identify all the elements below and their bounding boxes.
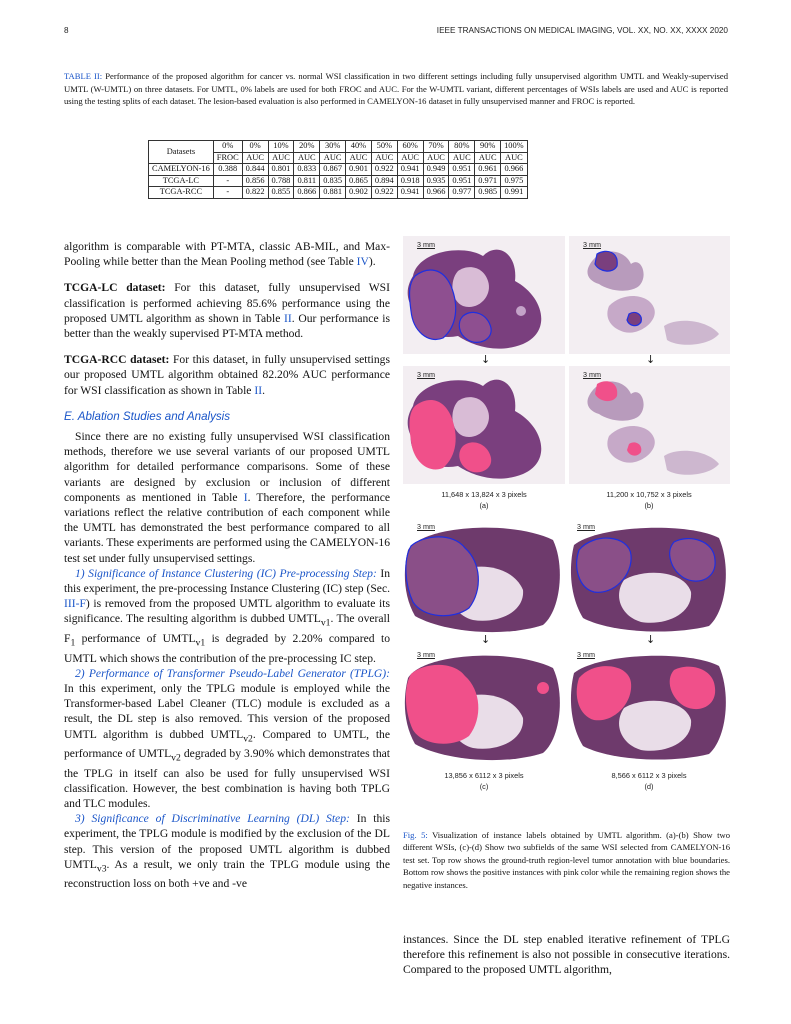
- left-column: [64, 239, 390, 891]
- table-header-cell: FROC: [213, 152, 242, 164]
- table-header-cell: 0%: [242, 141, 268, 153]
- table-header-cell: 30%: [320, 141, 346, 153]
- paragraph: TCGA-RCC dataset: For this dataset, in fully unsupervised settings our proposed UMTL algorithm obtained 82.20% AUC performance for WSI classification as shown in Table II.: [64, 353, 390, 397]
- table-header-cell: 40%: [346, 141, 372, 153]
- table-header-cell: 90%: [475, 141, 501, 153]
- table-cell: 0.881: [320, 187, 346, 199]
- table-cell: 0.867: [320, 164, 346, 176]
- paragraph: TCGA-LC dataset: For this dataset, fully unsupervised WSI classification is performed achieving 85.6% performance using the proposed UMTL algorithm as shown in Table II. Our performance is better than the weakly supervised PT-MTA method.: [64, 281, 390, 341]
- figure-caption: [403, 829, 730, 891]
- table-header-cell: AUC: [294, 152, 320, 164]
- scale-bar: 3 mm: [583, 370, 601, 379]
- table-row: [149, 187, 528, 199]
- table-cell: 0.961: [475, 164, 501, 176]
- table-cell: 0.844: [242, 164, 268, 176]
- paragraph: 2) Performance of Transformer Pseudo-Label Generator (TPLG): In this experiment, only the TPLG module is employed while the Transformer-based Label Cleaner (TLC) module is excluded as a result, the DL step is also removed. This version of the proposed UMTL algorithm is dubbed $UMTL_{v2}$. Compared to UMTL, the performance of $UMTL_{v2}$ degraded by 3.90% which demonstrates that the TPLG in itself can also be used for fully unsupervised WSI classification. However, the best combination is having both TPLG and TLC modules.: [64, 666, 391, 810]
- table-header-row: [149, 141, 528, 153]
- down-arrow-icon: ↓: [646, 353, 656, 366]
- table-cell: 0.941: [397, 164, 423, 176]
- table-cell: 0.985: [475, 187, 501, 199]
- paragraph: Since there are no existing fully unsupervised WSI classification methods, therefore we use several variants of our proposed UMTL algorithm for detailed performance comparisons. Some of these variants are designed by exclusion or inclusion of different components as mentioned in Table I. Therefore, the performance variations reflect the relative contribution of each component while the UMTL has demonstrated the best performance compared to all variants. These experiments are performed using the CAMELYON-16 test set under fully unsupervised settings.: [64, 430, 391, 565]
- table-cell: 0.971: [475, 175, 501, 187]
- table-caption: [64, 70, 728, 108]
- scale-bar: 3 mm: [417, 370, 435, 379]
- table-caption-text: Performance of the proposed algorithm for cancer vs. normal WSI classification in two different settings including fully unsupervised algorithm UMTL and Weakly-supervised UMTL (W-UMTL) on three datasets. For UMTL, 0% labels are used for both FROC and AUC. For the W-UMTL variant, different percentages of WSIs labels are used and AUC is reported using the testing splits of each dataset. The lesion-based evaluation is also performed in CAMELYON-16 dataset in fully unsupervised manner and FROC is reported.: [64, 71, 728, 107]
- table-header-cell: 20%: [294, 141, 320, 153]
- down-arrow-icon: ↓: [481, 353, 491, 366]
- wsi-panel-b-annotation: [569, 236, 730, 354]
- table-header-cell: 60%: [397, 141, 423, 153]
- scale-bar: 3 mm: [583, 240, 601, 249]
- table-cell: 0.991: [501, 187, 528, 199]
- wsi-image: [569, 236, 730, 354]
- table-cell: 0.866: [294, 187, 320, 199]
- scale-bar: 3 mm: [577, 522, 595, 531]
- table-header-cell: 80%: [449, 141, 475, 153]
- journal-header: IEEE TRANSACTIONS ON MEDICAL IMAGING, VOL. XX, NO. XX, XXXX 2020: [436, 26, 728, 35]
- table-header-cell: AUC: [501, 152, 528, 164]
- table-header-cell: AUC: [423, 152, 449, 164]
- subsection-title: 1) Significance of Instance Clustering (IC) Pre-processing Step:: [75, 566, 377, 580]
- paragraph: 1) Significance of Instance Clustering (IC) Pre-processing Step: In this experiment, the pre-processing Instance Clustering (IC) step (Sec. III-F) is removed from the proposed UMTL algorithm to evaluate its significance. The resulting algorithm is dubbed $UMTL_{v1}$. The overall $F_1$ performance of $UMTL_{v1}$ is degraded by 2.20% compared to UMTL which shows the contribution of the pre-processing IC step.: [64, 566, 390, 665]
- wsi-image: [403, 520, 565, 634]
- table-cell: 0.865: [346, 175, 372, 187]
- subfigure-label: (c): [479, 782, 489, 791]
- table-cell: 0.966: [423, 187, 449, 199]
- table-header-cell: AUC: [268, 152, 294, 164]
- table-cell: 0.966: [501, 164, 528, 176]
- wsi-panel-d-annotation: [569, 520, 730, 634]
- table-row-label: TCGA-RCC: [149, 187, 214, 199]
- table-ref-link[interactable]: I: [243, 490, 248, 504]
- table-cell: 0.941: [397, 187, 423, 199]
- wsi-image: [403, 236, 565, 354]
- subfigure-label: (b): [644, 501, 654, 510]
- wsi-image: [569, 366, 730, 484]
- down-arrow-icon: ↓: [481, 633, 491, 646]
- wsi-panel-a-prediction: [403, 366, 565, 484]
- image-dimensions: 8,566 x 6112 x 3 pixels: [611, 771, 687, 780]
- table-cell: 0.922: [371, 164, 397, 176]
- figure-5: [403, 236, 730, 826]
- figure-caption-label: Fig. 5:: [403, 830, 428, 840]
- table-cell: 0.855: [268, 187, 294, 199]
- wsi-panel-d-prediction: [569, 648, 730, 762]
- table-header-cell: AUC: [475, 152, 501, 164]
- wsi-image: [403, 366, 565, 484]
- scale-bar: 3 mm: [417, 650, 435, 659]
- wsi-panel-c-annotation: [403, 520, 565, 634]
- table-header-cell: AUC: [371, 152, 397, 164]
- table-corner-cell: Datasets: [149, 141, 214, 164]
- table-cell: 0.811: [294, 175, 320, 187]
- table-cell: 0.801: [268, 164, 294, 176]
- table-cell: 0.977: [449, 187, 475, 199]
- table-header-cell: AUC: [320, 152, 346, 164]
- table-cell: 0.835: [320, 175, 346, 187]
- right-column-text: [403, 932, 730, 978]
- table-cell: 0.788: [268, 175, 294, 187]
- table-cell: -: [213, 187, 242, 199]
- table-header-cell: 50%: [371, 141, 397, 153]
- table-cell: -: [213, 175, 242, 187]
- table-cell: 0.935: [423, 175, 449, 187]
- table-cell: 0.951: [449, 164, 475, 176]
- table-cell: 0.949: [423, 164, 449, 176]
- table-header-cell: 10%: [268, 141, 294, 153]
- paragraph-heading: TCGA-RCC dataset:: [64, 353, 170, 367]
- table-ref-link[interactable]: II: [254, 383, 263, 397]
- table-caption-label: TABLE II:: [64, 71, 103, 81]
- scale-bar: 3 mm: [577, 650, 595, 659]
- subfigure-label: (d): [644, 782, 654, 791]
- table-row: [149, 164, 528, 176]
- down-arrow-icon: ↓: [646, 633, 656, 646]
- table-ref-link[interactable]: II: [284, 311, 292, 325]
- table-cell: 0.922: [371, 187, 397, 199]
- table-header-cell: 70%: [423, 141, 449, 153]
- results-table: [148, 140, 528, 199]
- wsi-panel-a-annotation: [403, 236, 565, 354]
- wsi-image: [569, 648, 730, 762]
- table-cell: 0.951: [449, 175, 475, 187]
- table-header-cell: AUC: [346, 152, 372, 164]
- table-header-cell: AUC: [449, 152, 475, 164]
- paragraph: instances. Since the DL step enabled iterative refinement of TPLG therefore this refinement is also not possible in consecutive iterations. Compared to the proposed UMTL algorithm,: [403, 933, 730, 977]
- section-ref-link[interactable]: III-F: [64, 597, 86, 611]
- figure-caption-text: Visualization of instance labels obtained by UMTL algorithm. (a)-(b) Show two different WSIs, (c)-(d) Show two subfields of the same WSI selected from CAMELYON-16 test set. Top row shows the ground-truth region-level tumor annotation with blue boundaries. Bottom row shows the positive instances with pink color while the remaining region shows the negative instances.: [403, 830, 730, 890]
- scale-bar: 3 mm: [417, 240, 435, 249]
- wsi-panel-c-prediction: [403, 648, 565, 762]
- subfigure-label: (a): [479, 501, 489, 510]
- wsi-image: [403, 648, 565, 762]
- section-title: E. Ablation Studies and Analysis: [64, 409, 231, 423]
- table-cell: 0.822: [242, 187, 268, 199]
- table-cell: 0.856: [242, 175, 268, 187]
- subsection-title: 3) Significance of Discriminative Learning (DL) Step:: [75, 812, 350, 826]
- image-dimensions: 13,856 x 6112 x 3 pixels: [444, 771, 524, 780]
- image-dimensions: 11,200 x 10,752 x 3 pixels: [606, 490, 692, 499]
- paragraph-heading: TCGA-LC dataset:: [64, 281, 166, 295]
- table-cell: 0.918: [397, 175, 423, 187]
- table-ref-link[interactable]: IV: [356, 255, 369, 269]
- table-header-cell: 100%: [501, 141, 528, 153]
- table-row: [149, 175, 528, 187]
- table-cell: 0.901: [346, 164, 372, 176]
- table-row-label: TCGA-LC: [149, 175, 214, 187]
- page-number: 8: [64, 26, 69, 35]
- table-header-cell: 0%: [213, 141, 242, 153]
- paragraph: algorithm is comparable with PT-MTA, classic AB-MIL, and Max-Pooling while better than the Mean Pooling method (see Table IV).: [64, 240, 390, 269]
- wsi-image: [569, 520, 730, 634]
- table-cell: 0.833: [294, 164, 320, 176]
- table-cell: 0.894: [371, 175, 397, 187]
- table-cell: 0.388: [213, 164, 242, 176]
- table-cell: 0.902: [346, 187, 372, 199]
- table-row-label: CAMELYON-16: [149, 164, 214, 176]
- paragraph: 3) Significance of Discriminative Learning (DL) Step: In this experiment, the TPLG module is modified by the exclusion of the DL step. This version of the proposed UMTL algorithm is dubbed $UMTL_{v3}$. As a result, we only train the TPLG module using the reconstruction loss on both +ve and -ve: [64, 812, 390, 891]
- subsection-title: 2) Performance of Transformer Pseudo-Label Generator (TPLG):: [75, 666, 390, 680]
- scale-bar: 3 mm: [417, 522, 435, 531]
- table-header-cell: AUC: [397, 152, 423, 164]
- image-dimensions: 11,648 x 13,824 x 3 pixels: [441, 490, 527, 499]
- table-header-cell: AUC: [242, 152, 268, 164]
- wsi-panel-b-prediction: [569, 366, 730, 484]
- table-cell: 0.975: [501, 175, 528, 187]
